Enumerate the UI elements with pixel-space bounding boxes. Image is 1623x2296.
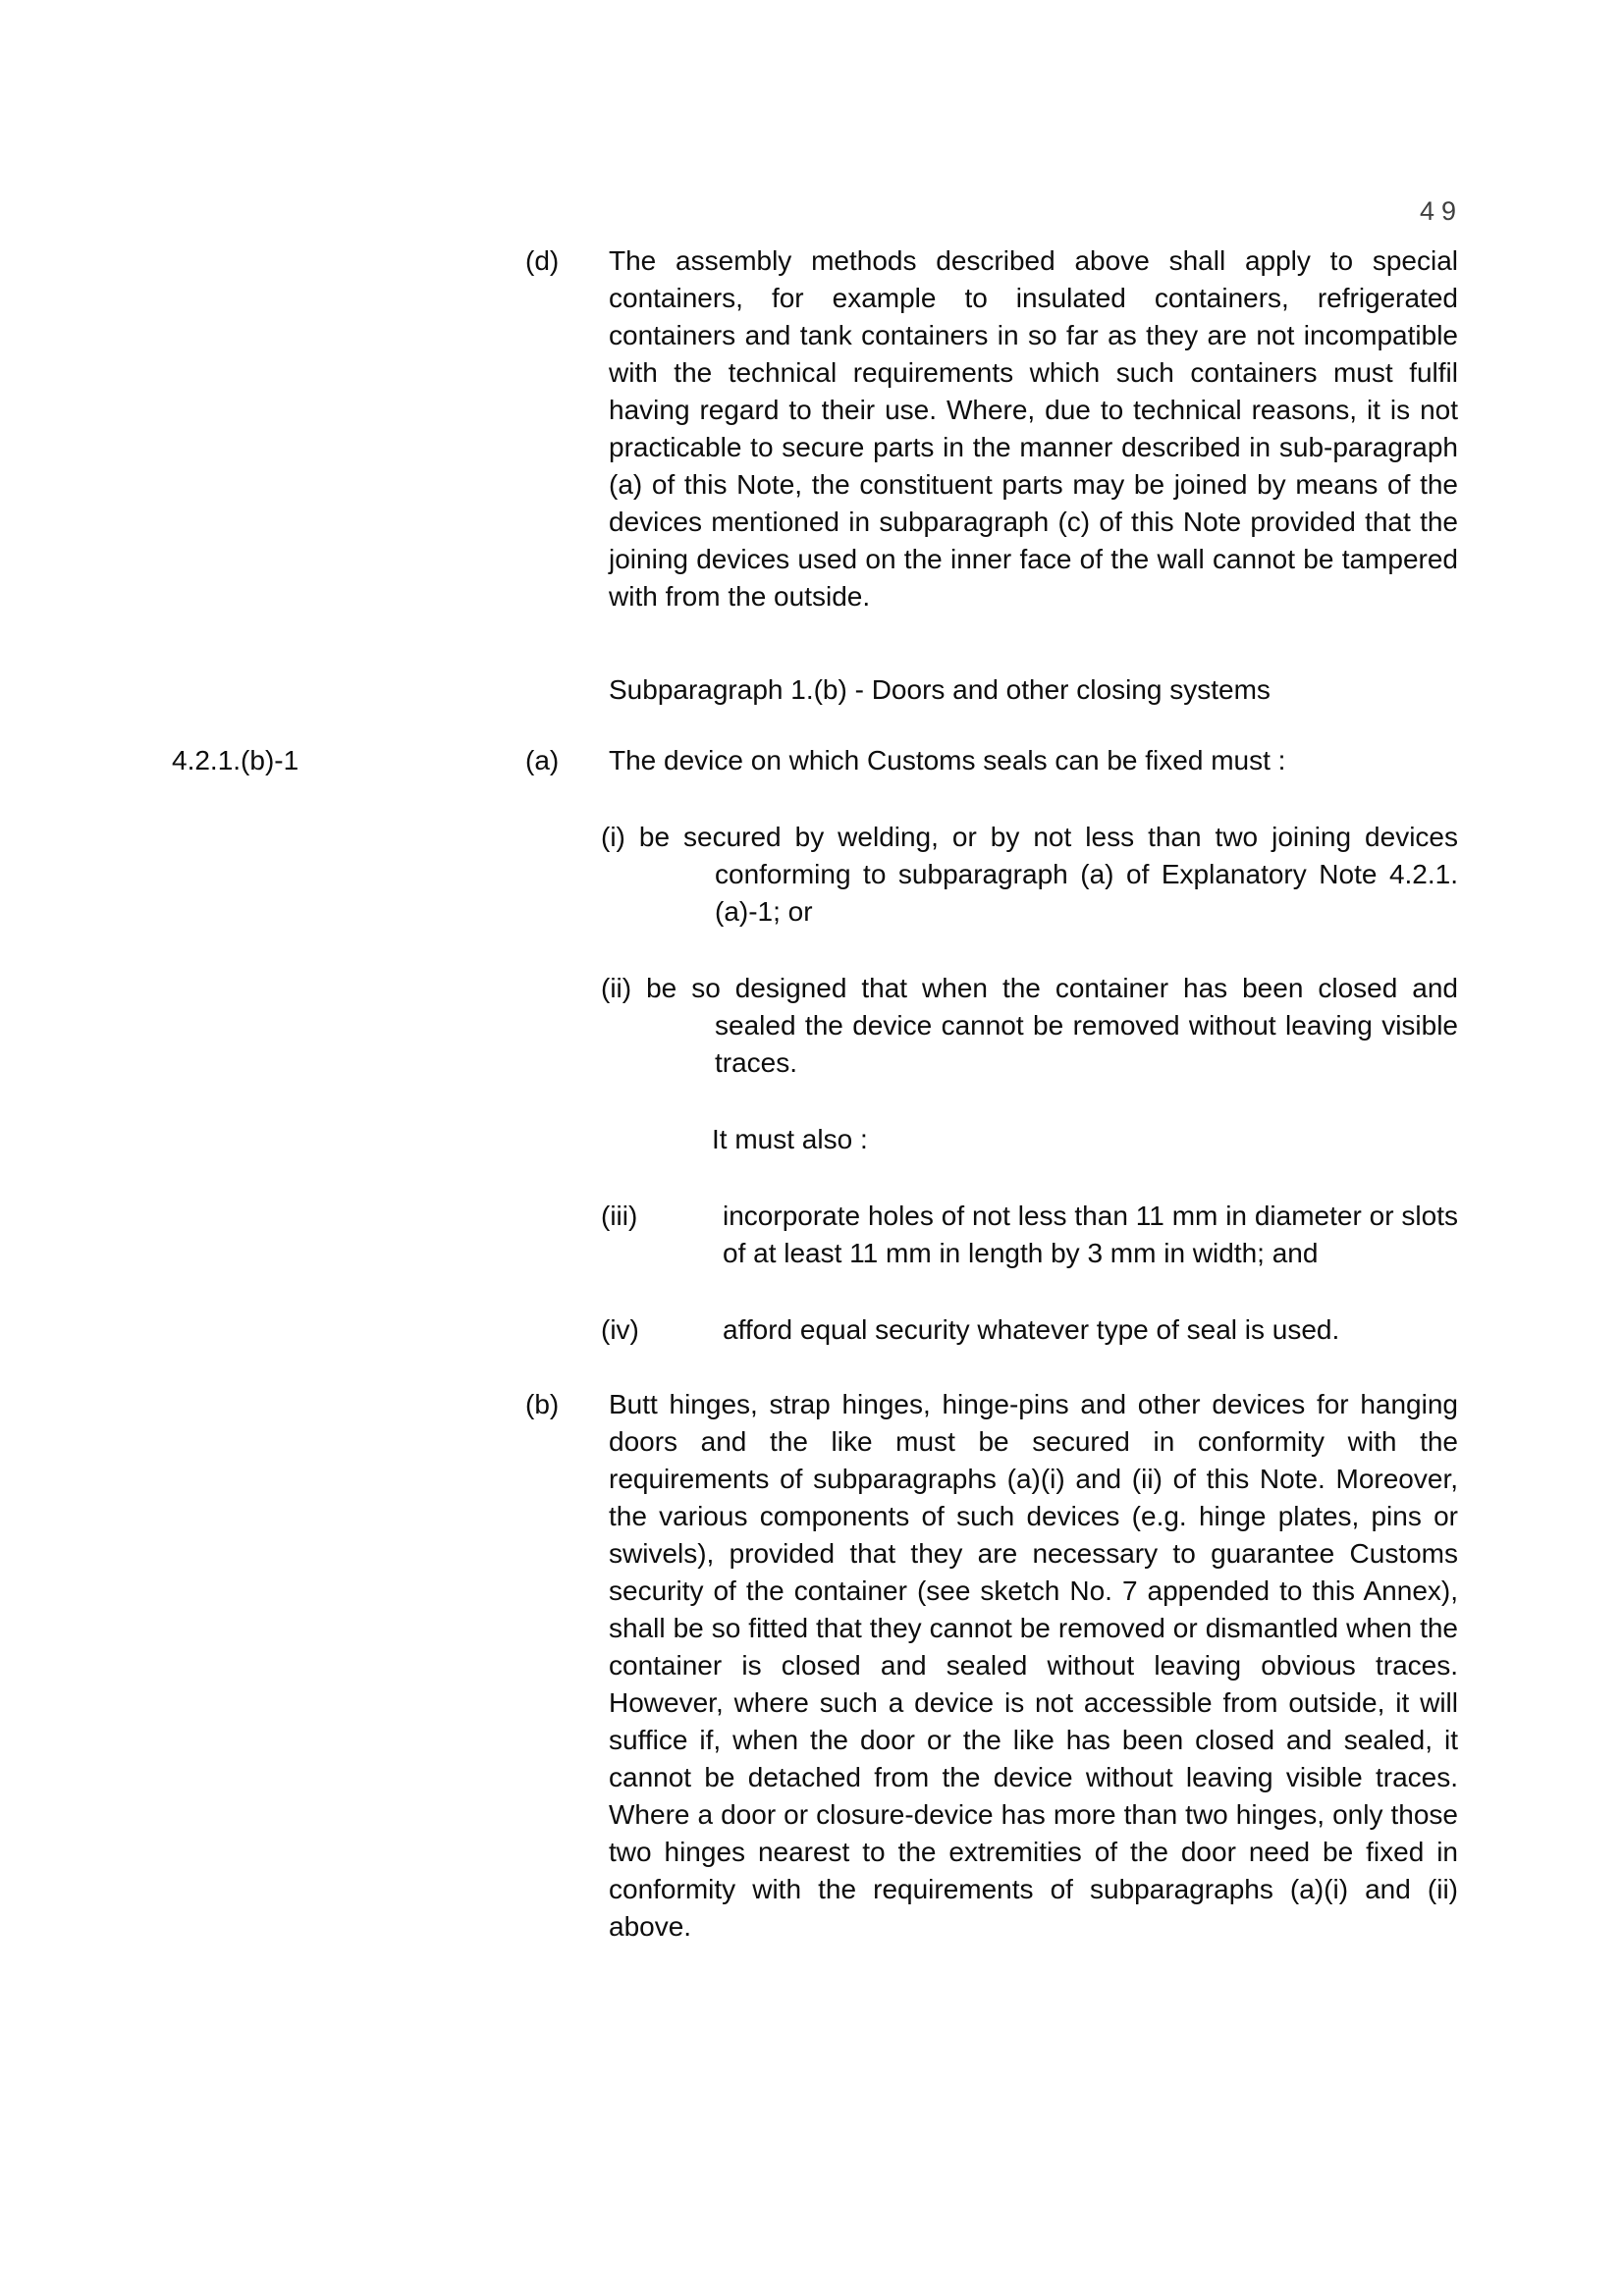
- subitem-iii-text: incorporate holes of not less than 11 mm in diameter or slots of at least 11 mm in length by 3 mm in width; and: [723, 1201, 1458, 1268]
- page-number: 49: [1419, 196, 1463, 226]
- subitem-iii-marker: (iii): [601, 1201, 638, 1231]
- paragraph-d-text: The assembly methods described above shall apply to special containers, for example to insulated containers, refrigerated containers and tank containers in so far as they are not incompatible with the technical requirements which such containers must fulfil having regard to their use. Where, due to technical reasons, it is not practicable to secure parts in the manner described in sub-paragraph (a) of this Note, the constituent parts may be joined by means of the devices mentioned in subparagraph (c) of this Note provided that the joining devices used on the inner face of the wall cannot be tampered with from the outside.: [609, 245, 1458, 612]
- margin-reference: 4.2.1.(b)-1: [172, 745, 299, 775]
- item-b: [525, 1386, 1458, 1946]
- item-a-label: (a): [525, 745, 560, 775]
- subitem-ii-marker: (ii): [601, 973, 632, 1003]
- subparagraph-heading: Subparagraph 1.(b) - Doors and other closing systems: [609, 674, 1271, 705]
- subitem-iv-marker: (iv): [601, 1314, 639, 1345]
- item-b-text: Butt hinges, strap hinges, hinge-pins and other devices for hanging doors and the like must be secured in conformity with the requirements of subparagraphs (a)(i) and (ii) of this Note. Moreover, the various components of such devices (e.g. hinge plates, pins or swivels), provided that they are necessary to guarantee Customs security of the container (see sketch No. 7 appended to this Annex), shall be so fitted that they cannot be removed or dismantled when the container is closed and sealed without leaving obvious traces. However, where such a device is not accessible from outside, it will suffice if, when the door or the like has been closed and sealed, it cannot be detached from the device without leaving visible traces. Where a door or closure-device has more than two hinges, only those two hinges nearest to the extremities of the door need be fixed in conformity with the requirements of subparagraphs (a)(i) and (ii) above.: [609, 1389, 1458, 1942]
- paragraph-d-label: (d): [525, 245, 560, 276]
- subitem-iv: [601, 1311, 1458, 1349]
- subitem-iv-text: afford equal security whatever type of seal is used.: [723, 1314, 1340, 1345]
- paragraph-d: [525, 242, 1458, 615]
- subitem-i-text: be secured by welding, or by not less than two joining devices conforming to subparagraph (a) of Explanatory Note 4.2.1.(a)-1; or: [638, 822, 1458, 927]
- page-content: [172, 242, 1458, 1946]
- item-a: [172, 742, 1458, 779]
- subitem-ii: [601, 970, 1458, 1082]
- subitem-ii-text: be so designed that when the container has been closed and sealed the device cannot be removed without leaving visible traces.: [646, 973, 1458, 1078]
- subitem-i: [601, 819, 1458, 931]
- interim-note: It must also :: [712, 1124, 868, 1154]
- item-b-label: (b): [525, 1389, 560, 1419]
- subitem-iii: [601, 1198, 1458, 1272]
- item-a-text: The device on which Customs seals can be fixed must :: [609, 745, 1286, 775]
- subitem-i-marker: (i): [601, 822, 625, 852]
